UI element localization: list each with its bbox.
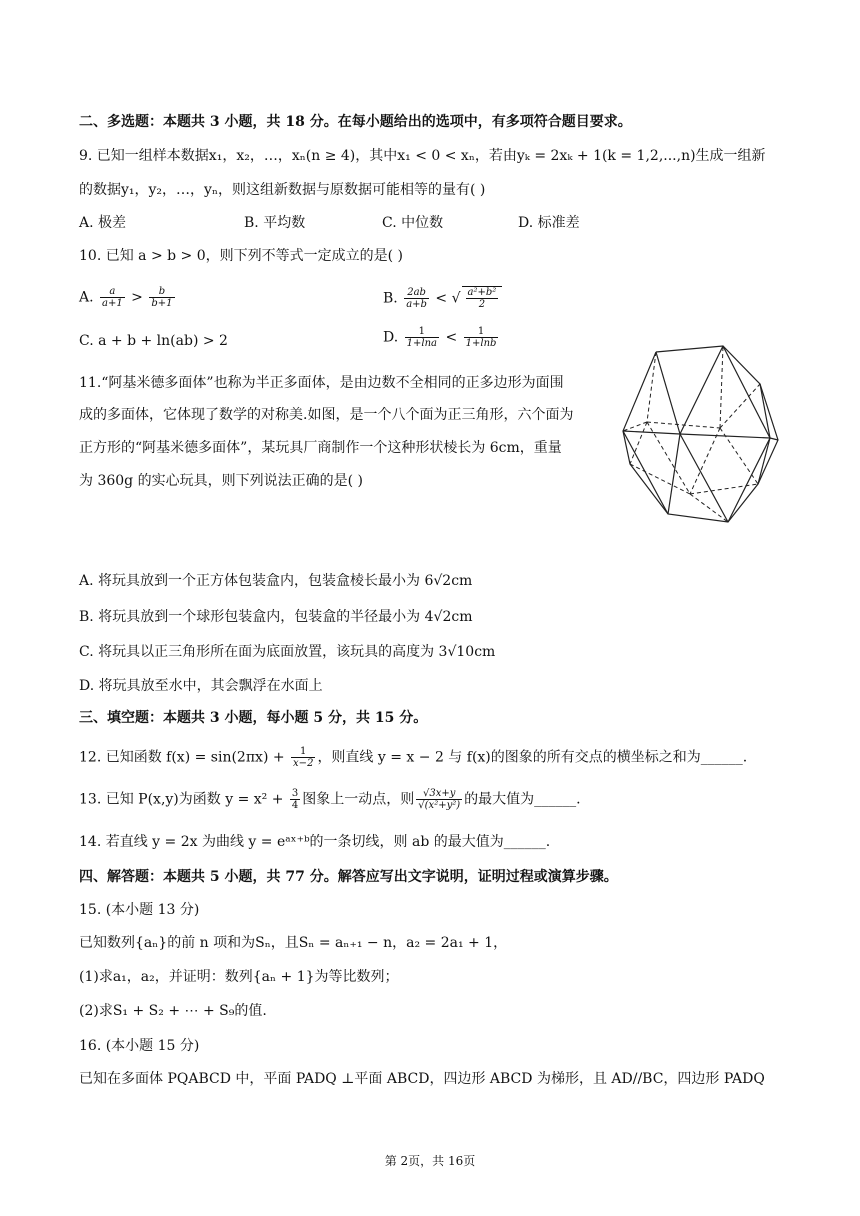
figure-solid-edges	[623, 346, 778, 522]
q12-num: 1	[291, 746, 315, 758]
q10-d-op: <	[445, 329, 458, 346]
q10-option-d	[383, 326, 500, 349]
q10-option-b: B. $\frac{2ab}{a+b}$ < √ $\frac{\text{a²+b²}}{2}$	[383, 286, 502, 310]
q10-a-op: >	[131, 289, 143, 306]
q10-b-op: <	[435, 290, 448, 307]
q10-b-num1: 2ab	[404, 287, 429, 299]
q9-line1: 9. 已知一组样本数据x₁，x₂，…，xₙ(n ≥ 4)，其中x₁ < 0 < xₙ，若由yₖ = 2xₖ + 1(k = 1,2,...,n)生成一组新	[79, 148, 766, 164]
q11-line3: 正方形的“阿基米德多面体”，某玩具厂商制作一个这种形状棱长为 6cm，重量	[79, 440, 562, 456]
q16-title: 16. (本小题 15 分)	[79, 1038, 200, 1054]
q11-option-a: A. 将玩具放到一个正方体包装盒内，包装盒棱长最小为 6√2cm	[79, 573, 473, 589]
q12-frac	[291, 746, 315, 769]
q10-b-den2: 2	[478, 299, 486, 310]
q10-b-frac2	[466, 287, 499, 310]
q10-b-frac1	[404, 287, 429, 310]
q11-option-b: B. 将玩具放到一个球形包装盒内，包装盒的半径最小为 4√2cm	[79, 609, 473, 625]
q9-option-d: D. 标准差	[518, 215, 580, 231]
q11-line1: 11.“阿基米德多面体”也称为半正多面体，是由边数不全相同的正多边形为面围	[79, 375, 564, 391]
q13-fnum: √3x+y	[416, 788, 462, 800]
q9-option-b: B. 平均数	[244, 215, 306, 231]
q10-a-den2: b+1	[151, 298, 173, 309]
q15-title: 15. (本小题 13 分)	[79, 902, 200, 918]
q11-option-d: D. 将玩具放至水中，其会飘浮在水面上	[79, 678, 323, 694]
q10-b-label: B.	[383, 290, 398, 307]
q10-a-num1: a	[100, 286, 125, 298]
q15-line3: (2)求S₁ + S₂ + ⋯ + S₉的值.	[79, 1003, 267, 1019]
q11-line4: 为 360g 的实心玩具，则下列说法正确的是( )	[79, 473, 363, 489]
q10-a-num2: b	[149, 286, 174, 298]
q13-text	[79, 788, 581, 811]
q9-option-a: A. 极差	[79, 215, 127, 231]
q12-den: x−2	[293, 758, 314, 769]
page-footer: 第 2页，共 16页	[384, 1154, 476, 1168]
q9-option-c: C. 中位数	[382, 215, 444, 231]
q12-post: ，则直线 y = x − 2 与 f(x)的图象的所有交点的横坐标之和为______.	[317, 749, 748, 766]
q10-d-den1: 1+lna	[406, 338, 437, 349]
q13-post: 的最大值为______.	[464, 791, 581, 808]
q10-a-frac2	[149, 286, 174, 309]
q10-a-den1: a+1	[102, 298, 123, 309]
q9-line2: 的数据y₁，y₂，…，yₙ，则这组新数据与原数据可能相等的量有( )	[79, 182, 486, 198]
q10-d-frac1	[405, 326, 439, 349]
q10-option-c: C. a + b + ln(ab) > 2	[79, 333, 228, 349]
q10-d-den2: 1+lnb	[465, 338, 497, 349]
q13-frac2	[416, 788, 462, 811]
q14-text: 14. 若直线 y = 2x 为曲线 y = eᵃˣ⁺ᵇ的一条切线，则 ab 的最大值为______.	[79, 834, 551, 850]
q10-d-label: D.	[383, 329, 399, 346]
q10-d-frac2	[464, 326, 499, 349]
cuboctahedron-figure	[620, 344, 782, 524]
q16-line1: 已知在多面体 PQABCD 中，平面 PADQ ⊥平面 ABCD，四边形 ABCD 为梯形，且 AD//BC，四边形 PADQ	[79, 1071, 765, 1087]
q11-line2: 成的多面体，它体现了数学的对称美.如图，是一个八个面为正三角形，六个面为	[79, 407, 574, 423]
q11-option-c: C. 将玩具以正三角形所在面为底面放置，该玩具的高度为 3√10cm	[79, 644, 496, 660]
q10-b-den1: a+b	[406, 299, 427, 310]
q12-pre: 12. 已知函数 f(x) = sin(2πx) +	[79, 749, 290, 766]
section2-heading: 二、多选题：本题共 3 小题，共 18 分。在每小题给出的选项中，有多项符合题目要求。	[79, 114, 632, 130]
q13-mid: 图象上一动点，则	[302, 791, 415, 808]
q13-fden: √(x²+y²)	[418, 800, 461, 811]
q15-line2: (1)求a₁，a₂，并证明：数列{aₙ + 1}为等比数列；	[79, 969, 399, 985]
q10-d-num2: 1	[464, 326, 499, 338]
q13-num: 3	[291, 788, 299, 799]
q13-frac1	[290, 788, 300, 811]
section3-heading: 三、填空题：本题共 3 小题，每小题 5 分，共 15 分。	[79, 710, 428, 726]
section4-heading: 四、解答题：本题共 5 小题，共 77 分。解答应写出文字说明，证明过程或演算步骤。	[79, 869, 618, 885]
q10-b-num2: a²+b²	[467, 287, 497, 298]
q12-text	[79, 746, 747, 769]
q10-a-label: A.	[79, 289, 94, 306]
q10-a-frac1	[100, 286, 125, 309]
q13-den: 4	[291, 800, 299, 811]
q10-stem: 10. 已知 a > b > 0，则下列不等式一定成立的是( )	[79, 248, 404, 264]
q15-line1: 已知数列{aₙ}的前 n 项和为Sₙ，且Sₙ = aₙ₊₁ − n，a₂ = 2a₁ + 1，	[79, 935, 508, 951]
q13-pre: 13. 已知 P(x,y)为函数 y = x² +	[79, 791, 288, 808]
q10-option-a	[79, 286, 177, 309]
q10-d-num1: 1	[405, 326, 439, 338]
